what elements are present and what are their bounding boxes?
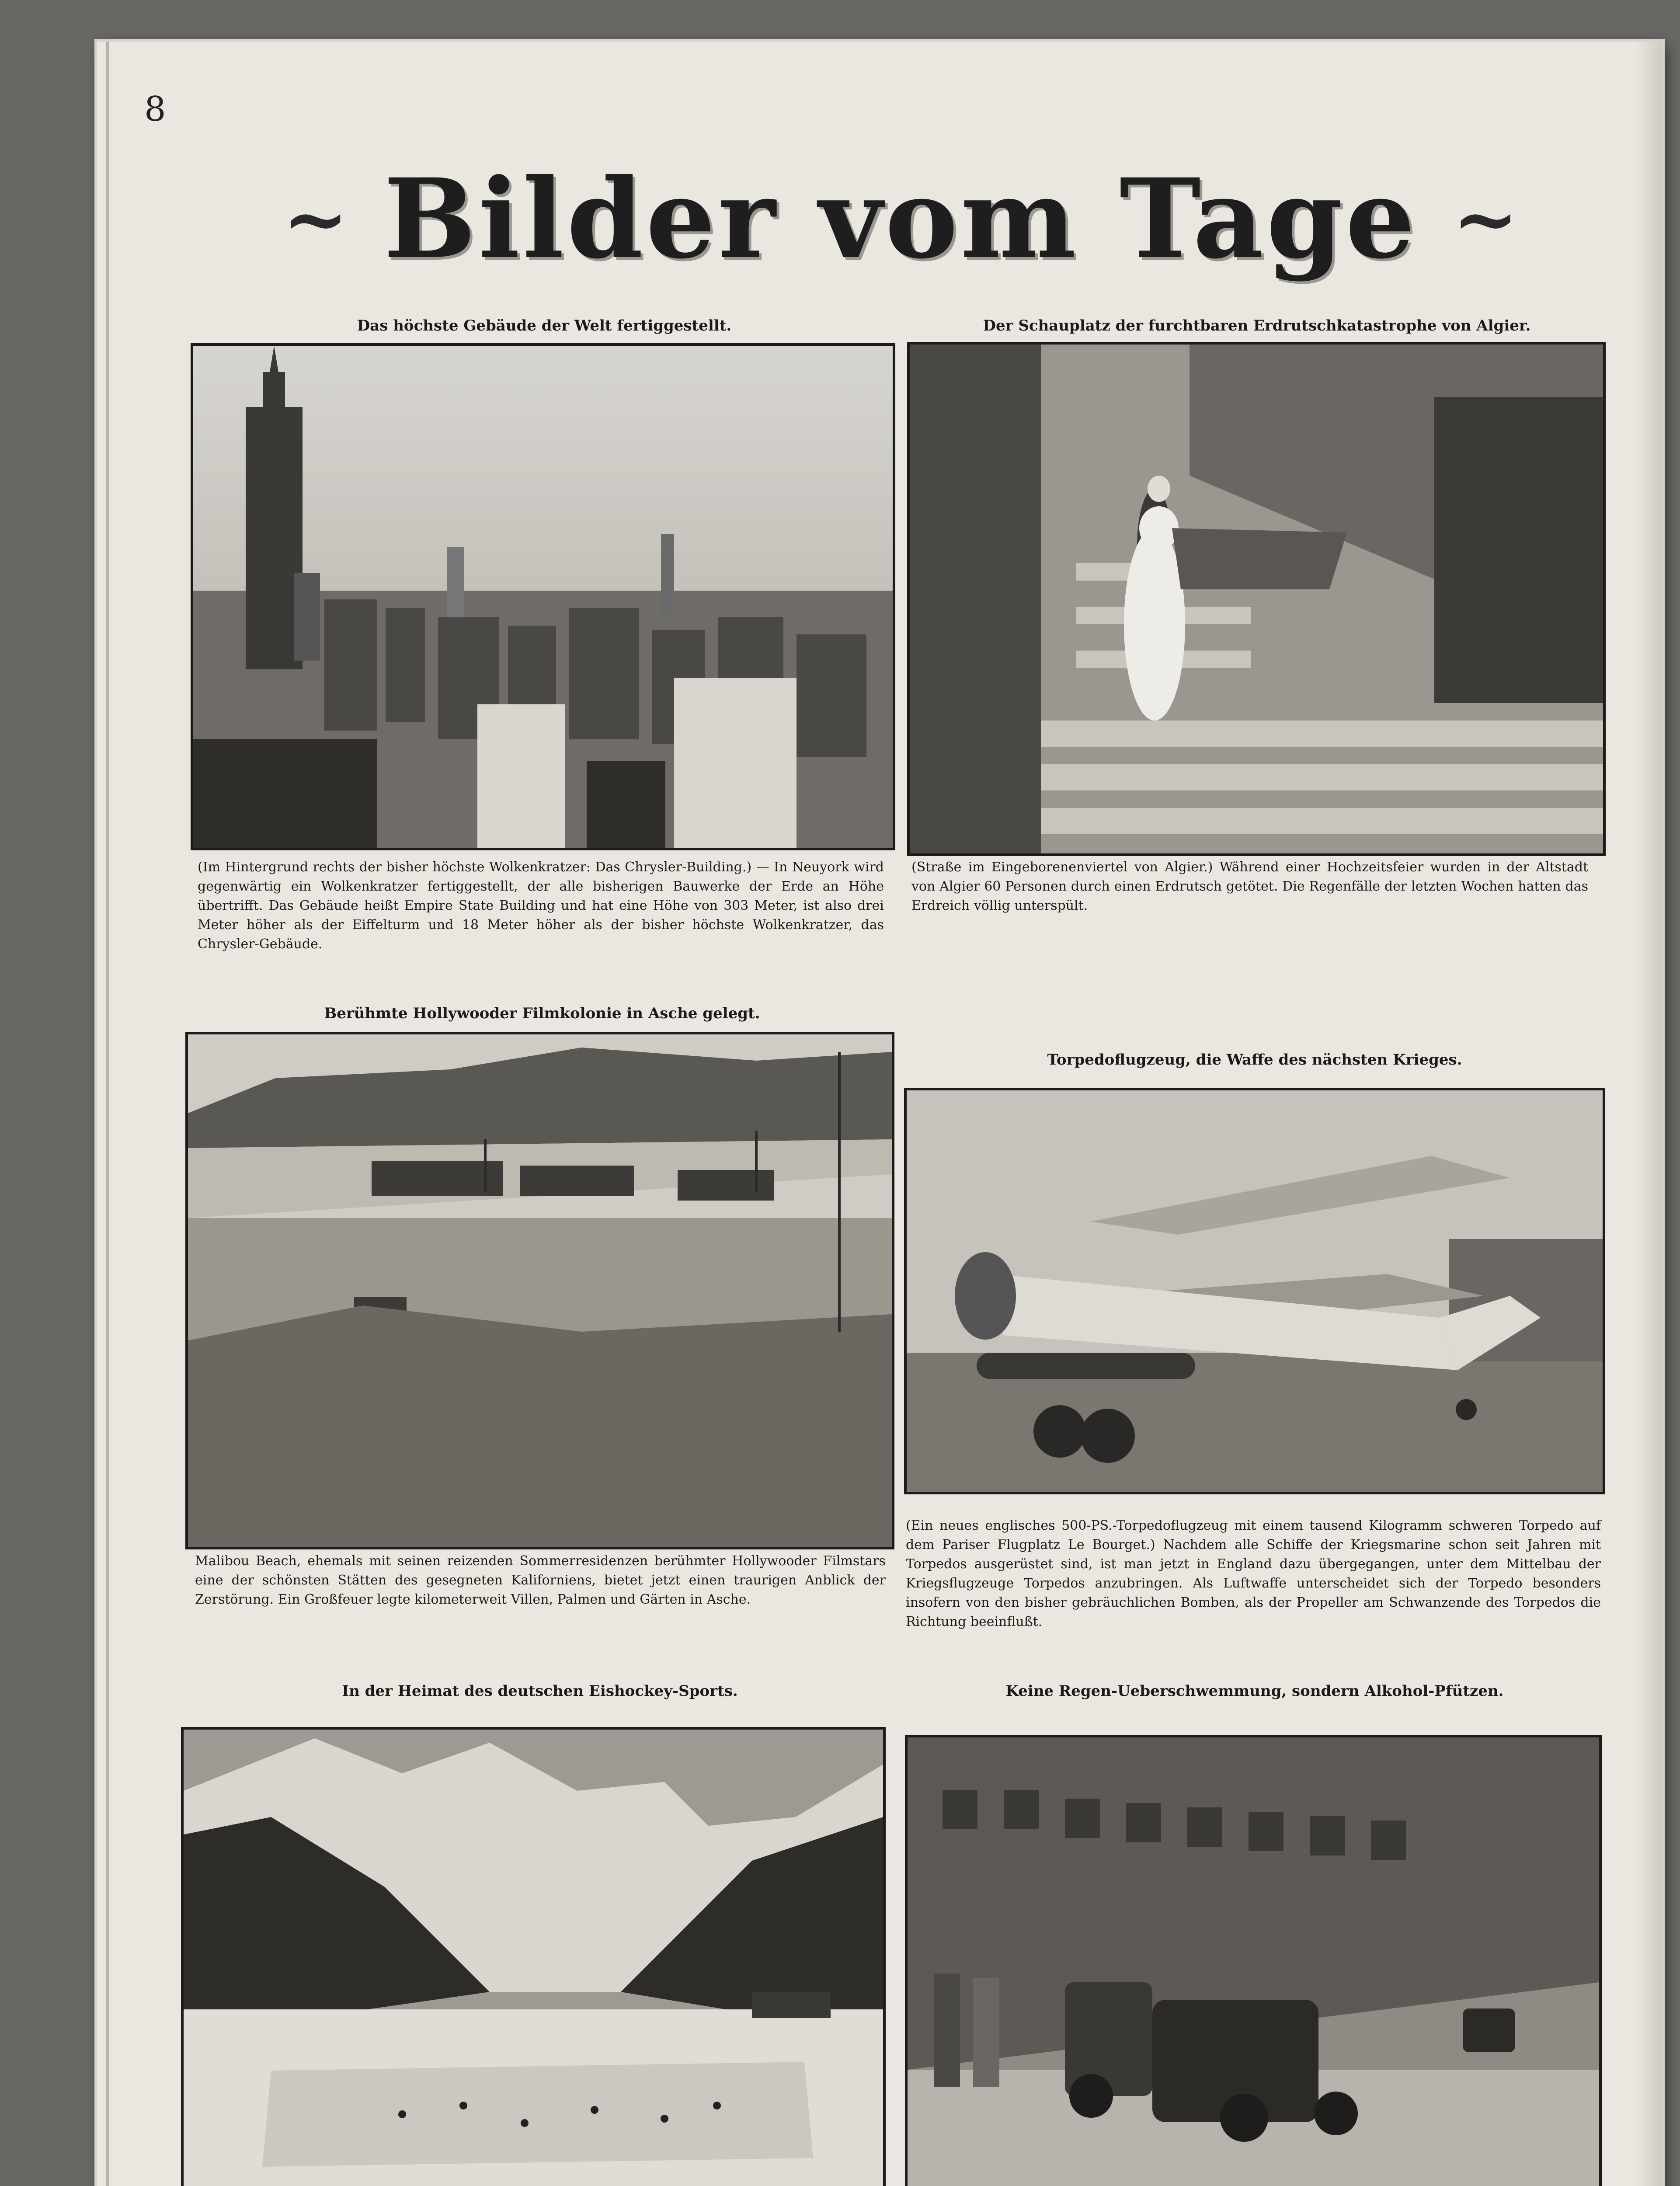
photo-torpedo-plane (904, 1088, 1605, 1494)
article-caption-torpedo: (Ein neues englisches 500-PS.-Torpedoflugzeug mit einem tausend Kilogramm schweren Torpedo auf dem Pariser Flugplatz Le Bourget.) Nachdem alle Schiffe der Kriegsmarine schon seit Jahren mit Torpedos ausgerüstet sind, ist man jetzt in England dazu übergegangen, unter dem Mittelbau der Kriegsflugzeuge Torpedos anzubringen. Als Luftwaffe unterscheidet sich der Torpedo besonders insofern von den bisher gebräuchlichen Bomben, als der Propeller am Schwanzende des Torpedos die Richtung beeinflußt. (906, 1518, 1601, 1629)
article-caption-algier: (Straße im Eingeborenenviertel von Algier.) Während einer Hochzeitsfeier wurden in der Altstadt von Algier 60 Personen durch einen Erdrutsch getötet. Die Regenfälle der letzten Wochen hatten das Erdreich völlig unterspült. (911, 860, 1588, 913)
article-heading-empire-state: Das höchste Gebäude der Welt fertiggestellt. (357, 317, 732, 334)
photo-empire-state-skyline (191, 343, 895, 850)
article-heading-alkohol: Keine Regen-Ueberschwemmung, sondern Alkohol-Pfützen. (1005, 1682, 1504, 1700)
photo-prohibition-street (905, 1735, 1602, 2186)
masthead-ornament-left: ~ (282, 172, 349, 265)
photo-algier-street (907, 342, 1606, 856)
page-title: Bilder vom Tage (383, 154, 1418, 283)
photo-malibou-ruins (185, 1032, 894, 1549)
page-edge (1636, 42, 1662, 2186)
article-caption-hollywood: Malibou Beach, ehemals mit seinen reizenden Sommerresidenzen berühmter Hollywooder Filmstars eine der schönsten Stätten des gesegneten Kaliforniens, bietet jetzt einen traurigen Anblick der Zerstörung. Ein Großfeuer legte kilometerweit Villen, Palmen und Gärten in Asche. (195, 1553, 886, 1607)
article-caption-empire-state: (Im Hintergrund rechts der bisher höchste Wolkenkratzer: Das Chrysler-Building.) — In Neuyork wird gegenwärtig ein Wolkenkratzer fertiggestellt, der alle bisherigen Bauwerke der Erde an Höhe übertrifft. Das Gebäude heißt Empire State Building und hat eine Höhe von 303 Meter, ist also drei Meter höher als der Eiffelturm und 18 Meter höher als der bisher höchste Wolkenkratzer, das Chrysler-Gebäude. (198, 860, 884, 952)
masthead-ornament-right: ~ (1452, 172, 1519, 265)
article-heading-algier: Der Schauplatz der furchtbaren Erdrutschkatastrophe von Algier. (983, 317, 1531, 334)
article-heading-torpedo: Torpedoflugzeug, die Waffe des nächsten Krieges. (1047, 1051, 1462, 1069)
article-heading-hollywood: Berühmte Hollywooder Filmkolonie in Asche gelegt. (324, 1005, 760, 1022)
photo-riessersee (181, 1727, 886, 2186)
page-number: 8 (144, 90, 166, 129)
article-heading-eishockey: In der Heimat des deutschen Eishockey-Sports. (342, 1682, 738, 1700)
page-fold-line (106, 42, 109, 2186)
masthead (262, 151, 1539, 286)
